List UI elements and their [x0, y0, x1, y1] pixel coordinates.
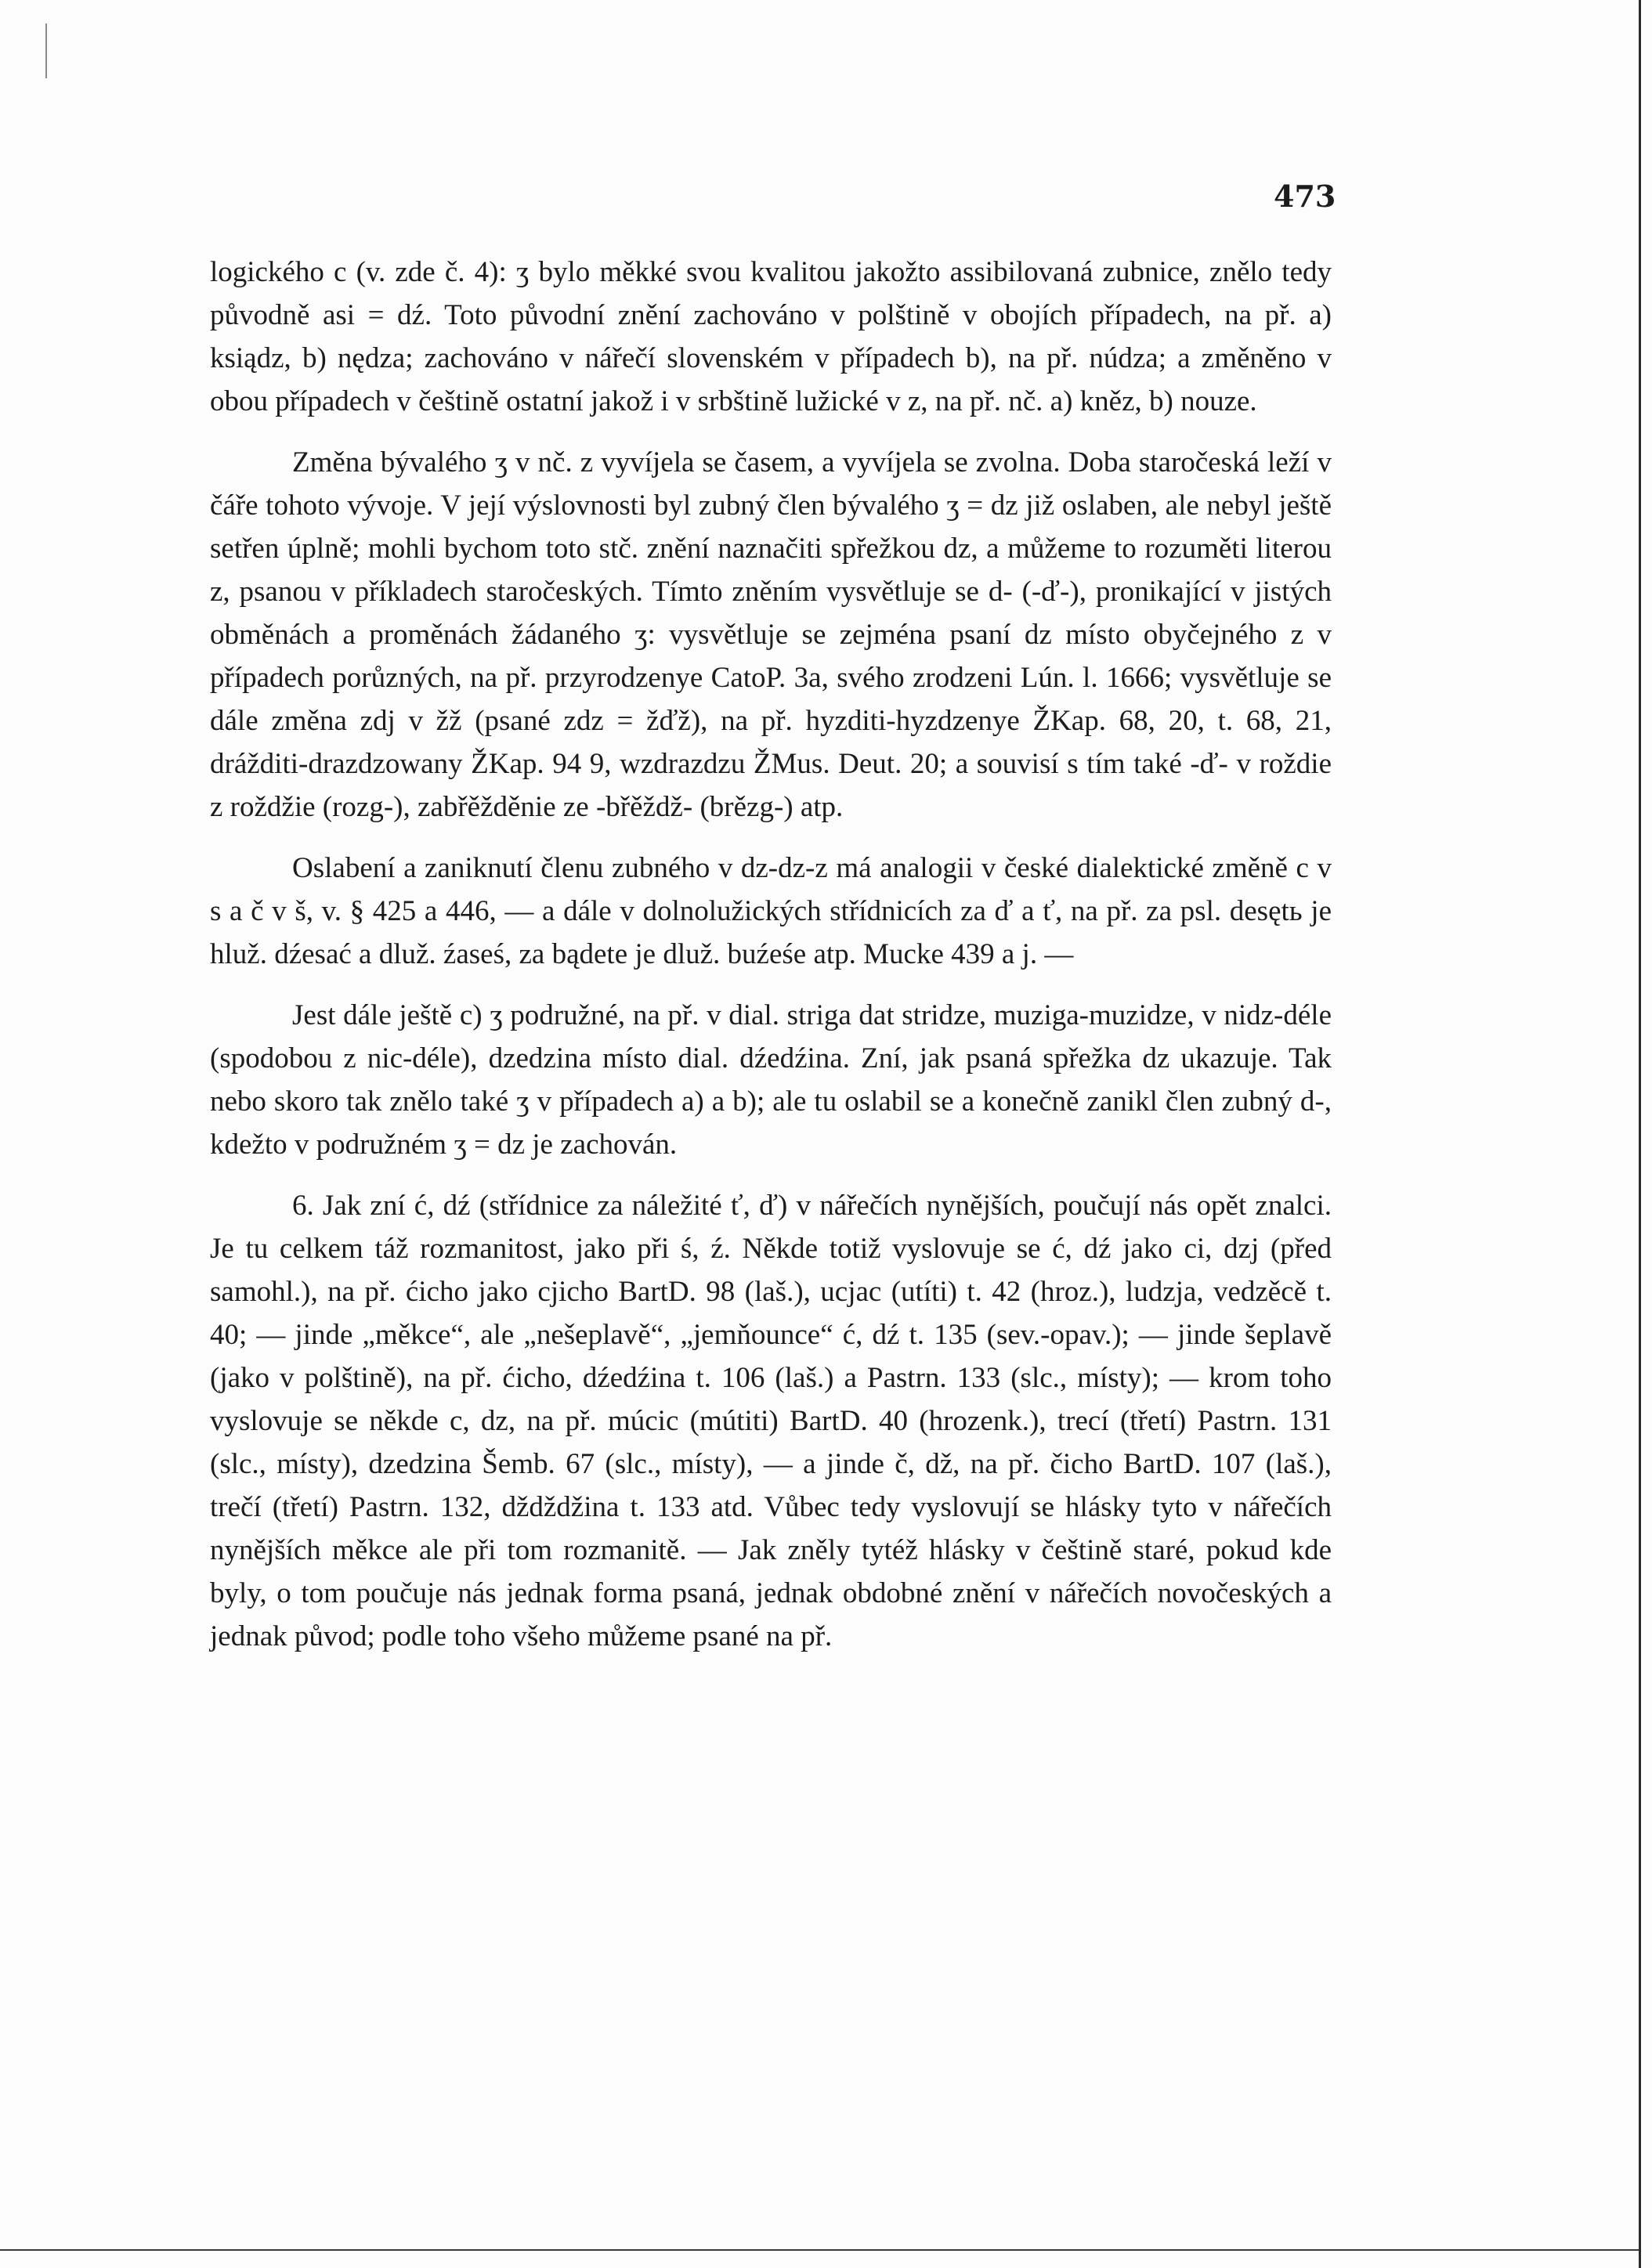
page-edge-left — [45, 23, 47, 78]
page-number: 473 — [1274, 179, 1336, 214]
paragraph-3: Oslabení a zaniknutí členu zubného v dz-dz-z má analogii v české dialektické změně c v s a č v š, v. § 425 a 446, — a dále v dolnolužických střídnicích za ď a ť, na př. za psl. desętь je hluž. dźesać a dluž. źaseś, za bądete je dluž. buźeśe atp. Mucke 439 a j. — — [210, 852, 1332, 970]
page-edge-bottom — [0, 2249, 1639, 2251]
paragraph-4: Jest dále ještě c) ʒ podružné, na př. v dial. striga dat stridze, muziga-muzidze, v nidz-déle (spodobou z nic-déle), dzedzina místo dial. dźedźina. Zní, jak psaná spřežka dz ukazuje. Tak nebo skoro tak znělo také ʒ v případech a) a b); ale tu oslabil se a konečně zanikl člen zubný d-, kdežto v podružném ʒ = dz je zachován. — [210, 999, 1332, 1161]
paragraph-5: 6. Jak zní ć, dź (střídnice za náležité ť, ď) v nářečích nynějších, poučují nás opět znalci. Je tu celkem táž rozmanitost, jako při ś, ź. Někde totiž vyslovuje se ć, dź jako ci, dzj (před samohl.), na př. ćicho jako cjicho BartD. 98 (laš.), ucjac (utíti) t. 42 (hroz.), ludzja, vedzěcě t. 40; — jinde „měkce“, ale „nešeplavě“, „jemňounce“ ć, dź t. 135 (sev.-opav.); — jinde šeplavě (jako v polštině), na př. ćicho, dźedźina t. 106 (laš.) a Pastrn. 133 (slc., místy); — krom toho vyslovuje se někde c, dz, na př. múcic (mútiti) BartD. 40 (hrozenk.), trecí (třetí) Pastrn. 131 (slc., místy), dzedzina Šemb. 67 (slc., místy), — a jinde č, dž, na př. čicho BartD. 107 (laš.), trečí (třetí) Pastrn. 132, dždždžina t. 133 atd. Vůbec tedy vyslovují se hlásky tyto v nářečích nynějších měkce ale při tom rozmanitě. — Jak zněly tytéž hlásky v češtině staré, pokud kde byly, o tom poučuje nás jednak forma psaná, jednak obdobné znění v nářečích novočeských a jednak původ; podle toho všeho můžeme psané na př. — [210, 1190, 1332, 1652]
body-text — [210, 251, 1332, 1676]
paragraph-2: Změna bývalého ʒ v nč. z vyvíjela se časem, a vyvíjela se zvolna. Doba staročeská leží v čáře tohoto vývoje. V její výslovnosti byl zubný člen bývalého ʒ = dz již oslaben, ale nebyl ještě setřen úplně; mohli bychom toto stč. znění naznačiti spřežkou dz, a můžeme to rozuměti literou z, psanou v příkladech staročeských. Tímto zněním vysvětluje se d- (-ď-), pronikající v jistých obměnách a proměnách žádaného ʒ: vysvětluje se zejména psaní dz místo obyčejného z v případech porůzných, na př. przyrodzenye CatoP. 3a, svého zrodzeni Lún. l. 1666; vysvětluje se dále změna zdj v žž (psané zdz = žďž), na př. hyzditi-hyzdzenye ŽKap. 68, 20, t. 68, 21, drážditi-drazdzowany ŽKap. 94 9, wzdrazdzu ŽMus. Deut. 20; a souvisí s tím také -ď- v roždie z roždžie (rozg-), zabřěžděnie ze -břěždž- (brězg-) atp. — [210, 446, 1332, 823]
paragraph-1: logického c (v. zde č. 4): ʒ bylo měkké svou kvalitou jakožto assibilovaná zubnice, znělo tedy původně asi = dź. Toto původní znění zachováno v polštině v obojích případech, na př. a) ksiądz, b) nędza; zachováno v nářečí slovenském v případech b), na př. núdza; a změněno v obou případech v češtině ostatní jakož i v srbštině lužické v z, na př. nč. a) kněz, b) nouze. — [210, 256, 1332, 417]
page-edge-right — [1639, 0, 1641, 2268]
